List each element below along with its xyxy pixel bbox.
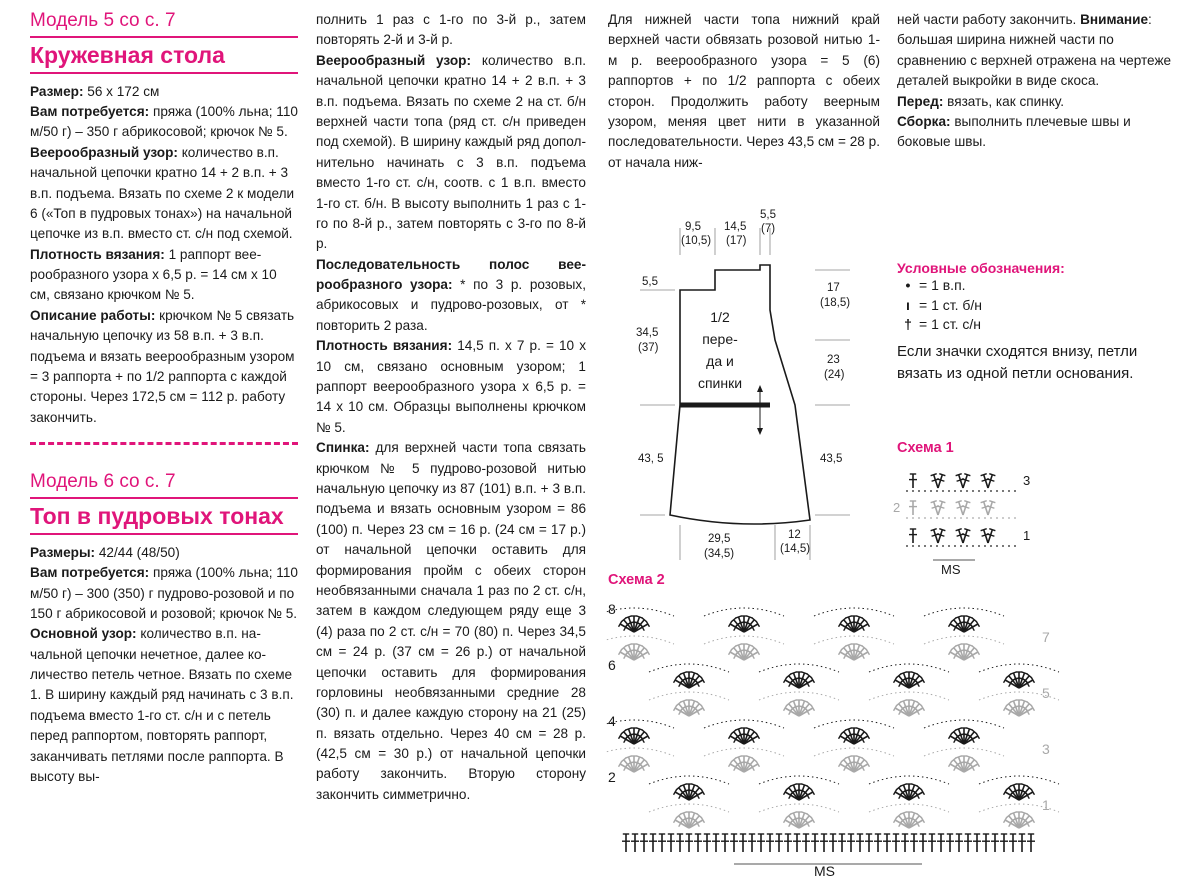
materials-6-paragraph: Вам потребуется: пряжа (100% льна; 110 м/50 г) – 300 (350) г пудрово-розовой и по 150 г абрикосовой и розовой; крючок № 5. [30,565,298,621]
dim-bottom-b2: (14,5) [780,543,811,555]
scheme-2-row-3: 3 [1042,741,1050,757]
pattern-outline [670,265,810,524]
dim-left-top: 34,5 [636,327,659,339]
scheme-2-row-5: 5 [1042,685,1050,701]
dim-right-mid: 23 [827,354,840,366]
assembly-paragraph: Сборка: выполнить плечевые швы и боковые швы. [897,113,1131,150]
scheme-1-ms: MS [941,562,961,577]
scheme-1-row-1: 1 [1023,528,1031,543]
description-paragraph: Описание работы: крючком № 5 связать начальную цепочку из 58 в.п. + 3 в.п. подъема и вязать веерообразным узором = 3 раппорта + по 1/2 раппорта с каждой стороны. Через 172,5 см = 112 р. работу закончить. [30,307,295,425]
legend-row-chain: • = 1 в.п. [897,276,1177,296]
column-2 [316,10,586,805]
continuation-paragraph: полнить 1 раз с 1-го по 3-й р., затем повторять 2-й и 3-й р. [316,12,586,48]
arrow-down-icon [757,428,763,435]
piece-label-1: 1/2 [710,309,730,325]
scheme-2-chart [604,590,1064,880]
scheme-1-row-3: 3 [1023,473,1031,488]
fan-pattern-paragraph: Веерообразный узор: количество в.п. начальной цепочки кратно 14 + 2 в.п. + 3 в.п. подъема. Вязать по схеме 2 к модели 6 («Топ в пудровых тонах») на начальной цепочке из в.п. вместо ст. с/н под схемой. [30,144,295,242]
sizes-paragraph: Размеры: 42/44 (48/50) [30,544,180,560]
dim-left-neck: 5,5 [642,276,658,288]
dim-top-c: 5,5 [760,209,776,221]
scheme-2-row-8: 8 [608,601,616,617]
model-5-title: Кружевная стола [30,36,298,74]
column-4 [897,10,1172,153]
dim-bottom-a2: (34,5) [704,548,735,560]
legend-title: Условные обозначения: [897,260,1065,276]
attention-paragraph: ней части работу закончить. Внимание: большая ширина нижней части по сравнению с верхней отражена на чертеже деталей выкройки в виде скоса. [897,12,1172,89]
arrow-up-icon [757,385,763,392]
model-6-heading: Модель 6 со с. 7 [30,471,176,493]
model-5-heading: Модель 5 со с. 7 [30,10,176,31]
column-1 [30,10,298,787]
legend [897,260,1177,384]
scheme-1-chart [893,460,1043,580]
fan-pattern-6-paragraph: Веерообразный узор: количество в.п. начальной цепочки кратно 14 + 2 в.п. + 3 в.п. подъема. Вязать по схеме 2 на ст. б/н верхней части топа (ряд ст. с/н приведен под схемой). В ширину каждый ряд дополнительно начинать с 3 в.п. подъема вместо 1-го ст. с/н, соотв. с 1 в.п. вместо 1-го ст. б/н. В высоту выполнить 1 раз с 1-го по 8-й р., затем повторять с 3-го по 8-й р. [316,52,587,252]
scheme-2-row-1: 1 [1042,797,1050,813]
scheme-2-row-4: 4 [608,713,616,729]
pattern-drawing [620,200,890,570]
dim-bottom-a: 29,5 [708,533,731,545]
scheme-2-row-2: 2 [608,769,616,785]
dim-right-top2: (18,5) [820,297,851,309]
scheme-2-row-7: 7 [1042,629,1050,645]
scheme-2-ms: MS [814,863,835,879]
scheme-1-row-2: 2 [893,500,901,515]
dim-bottom-b: 12 [788,529,801,541]
lower-part-paragraph: Для нижней части топа нижний край верхней части обвязать розовой нитью 1-м р. веерообразного узора = 5 (6) раппортов + по 1/2 раппорта с обеих сторон. Продолжить работу веерным узором, меняя цвет нити в указанной последовательности. Через 43,5 см = 28 р. от начала ниж- [608,12,880,170]
legend-row-dc: † = 1 ст. с/н [897,315,1177,335]
single-crochet-icon: ı [906,296,910,313]
dim-top-a: 9,5 [685,221,701,233]
model-6-title: Топ в пудровых тонах [30,497,298,535]
piece-label-3: да и [706,353,734,369]
dim-top-a2: (10,5) [681,235,712,247]
size-paragraph: Размер: 56 х 172 см [30,83,160,99]
scheme-2-row-6: 6 [608,657,616,673]
dim-top-b2: (17) [726,235,747,247]
main-pattern-paragraph: Основной узор: количество в.п. начальной цепочки нечетное, далее количество петель четное. Вязать по схеме 1. В ширину каждый ряд начинать с 3 в.п. подъема вместо 1-го ст. с/н и с петель перед раппортом, повторять раппорт, заканчивать петлями после раппорта. В высоту вы- [30,626,294,785]
back-paragraph: Спинка: для верхней части топа связать крючком № 5 пудрово-розовой нитью начальную цепочку из 87 (101) в.п. + 3 в.п. подъема и вязать основным узором = 86 (100) п. Через 23 см = 16 р. (24 см = 17 р.) от начальной цепочки оставить для формирования пройм с обеих сторон необвязанными сначала 1 раз по 2 ст. с/н, затем в каждом следующем ряду еще 3 (4) раза по 2 ст. с/н = 70 (80) п. Через 34,5 см = 24 р. (37 см = 26 р.) от начальной цепочки оставить для формирования горловины необвязанными средние 28 (30) п. и далее каждую сторону на 21 (25) п. вязать отдельно. Через 40 см = 28 р. (42,5 см = 30 р.) от начальной цепочки работу закончить. Вторую сторону закончить симметрично. [316,440,586,802]
dim-top-c2: (7) [761,223,776,235]
stripes-paragraph: Последовательность полос веерообразного узора: * по 3 р. розовых, абрикосовых и пудрово-розовых, от * повторить 2 раза. [316,256,586,333]
scheme-1-title: Схема 1 [897,440,954,456]
density-6-paragraph: Плотность вязания: 14,5 п. х 7 р. = 10 х 10 см, связано основным узором; 1 раппорт веерообразного узора х 6,5 р. = 14 х 10 см. Образцы выполнены крючком № 5. [316,338,586,435]
dim-top-b: 14,5 [724,221,747,233]
dim-right-top: 17 [827,282,840,294]
materials-paragraph: Вам потребуется: пряжа (100% льна; 110 м/50 г) – 350 г абрикосовой; крючок № 5. [30,103,298,140]
legend-row-sc: ı = 1 ст. б/н [897,296,1177,316]
density-paragraph: Плотность вязания: 1 раппорт веерообразного узора х 6,5 р. = 14 см х 10 см, связано крючком № 5. [30,246,277,303]
legend-note: Если значки сходятся внизу, петли вязать из одной петли основания. [897,342,1138,382]
dashed-divider [30,442,298,445]
dim-right-bottom: 43,5 [820,453,843,465]
piece-label-4: спинки [697,375,743,391]
double-crochet-icon: † [904,316,912,333]
piece-label-2: пере- [702,331,738,347]
column-3 [608,10,880,173]
dim-left-bottom: 43, 5 [638,453,664,465]
scheme-2-title: Схема 2 [608,572,665,588]
chain-stitch-icon: • [905,277,911,293]
dim-right-mid2: (24) [824,369,845,381]
dim-left-top2: (37) [638,342,659,354]
front-paragraph: Перед: вязать, как спинку. [897,93,1065,109]
